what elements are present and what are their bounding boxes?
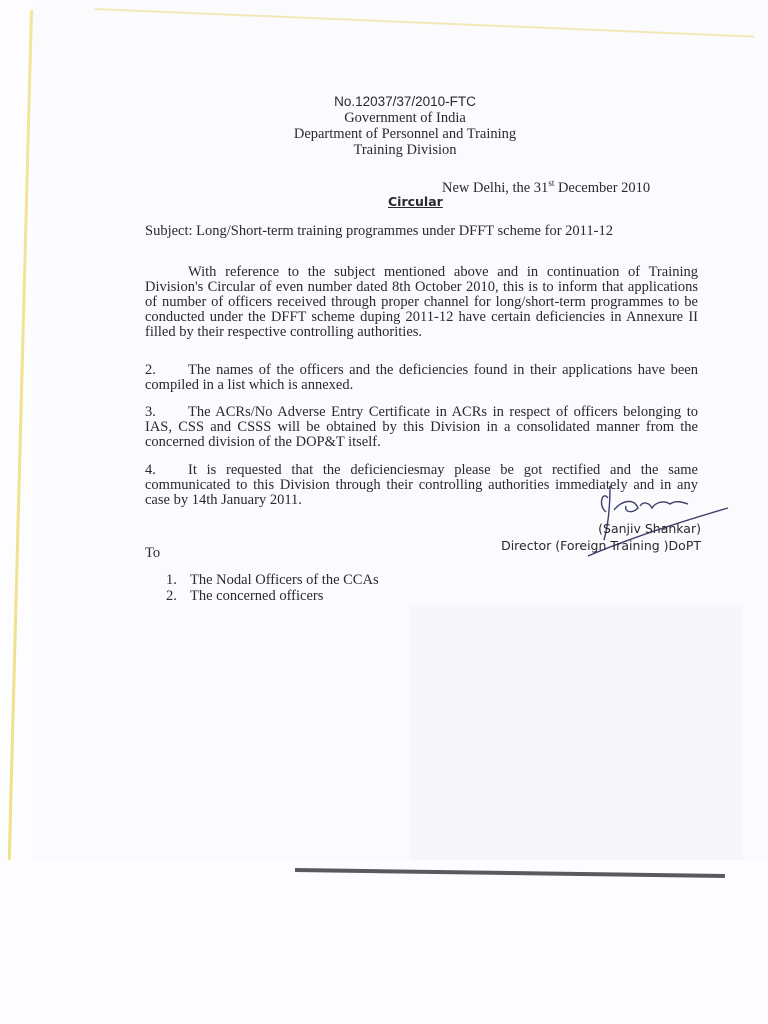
- signatory-designation: Director (Foreign Training )DoPT: [501, 538, 701, 553]
- recipient-list: [166, 572, 379, 604]
- signatory-name: (Sanjiv Shankar): [598, 521, 701, 536]
- paragraph-text: The ACRs/No Adverse Entry Certificate in ACRs in respect of officers belonging to IAS, CSS and CSSS will be obtained by this Division in a consolidated manner from the concerned division of the DOP&T itself.: [145, 404, 698, 450]
- scan-light-patch: [410, 605, 743, 860]
- recipient-number: 2.: [166, 588, 177, 604]
- paragraph-3: [145, 405, 698, 450]
- date-ordinal: st: [548, 178, 555, 188]
- paragraph-number: 2.: [145, 362, 156, 378]
- list-item: [166, 588, 379, 604]
- division-line: Training Division: [353, 142, 457, 158]
- government-line: Government of India: [344, 110, 466, 126]
- reference-number: No.12037/37/2010-FTC: [334, 94, 476, 109]
- date-rest: December 2010: [554, 179, 651, 196]
- paragraph-number: 4.: [145, 462, 156, 478]
- paragraph-2: [145, 363, 698, 393]
- paper-left-edge: [8, 10, 33, 860]
- recipient-number: 1.: [166, 572, 177, 588]
- date-prefix: New Delhi, the 31: [442, 179, 549, 196]
- signature-block: [461, 520, 701, 554]
- paragraph-text: It is requested that the deficienciesmay please be got rectified and the same communicated to this Division through their controlling authorities immediately and in any case by 14th January 2011.: [145, 462, 698, 508]
- recipient-text: The concerned officers: [190, 588, 324, 604]
- circular-title: Circular: [388, 194, 443, 209]
- paper-bottom-edge: [295, 868, 725, 878]
- recipient-text: The Nodal Officers of the CCAs: [190, 572, 379, 588]
- paragraph-1: With reference to the subject mentioned above and in continuation of Training Division's Circular of even number dated 8th October 2010, this is to inform that applications of number of officers received through proper channel for long/short-term programmes to be conducted under the DFFT scheme duping 2011-12 have certain deficiencies in Annexure II filled by their respective controlling authorities.: [145, 264, 698, 340]
- department-line: Department of Personnel and Training: [293, 126, 517, 142]
- list-item: [166, 572, 379, 588]
- paragraph-number: 3.: [145, 404, 156, 420]
- to-label: To: [145, 545, 161, 561]
- paragraph-text: The names of the officers and the deficiencies found in their applications have been compiled in a list which is annexed.: [145, 362, 698, 393]
- subject-line: Subject: Long/Short-term training programmes under DFFT scheme for 2011-12: [145, 223, 613, 239]
- date-line: [442, 178, 650, 197]
- letter-header: [255, 94, 555, 158]
